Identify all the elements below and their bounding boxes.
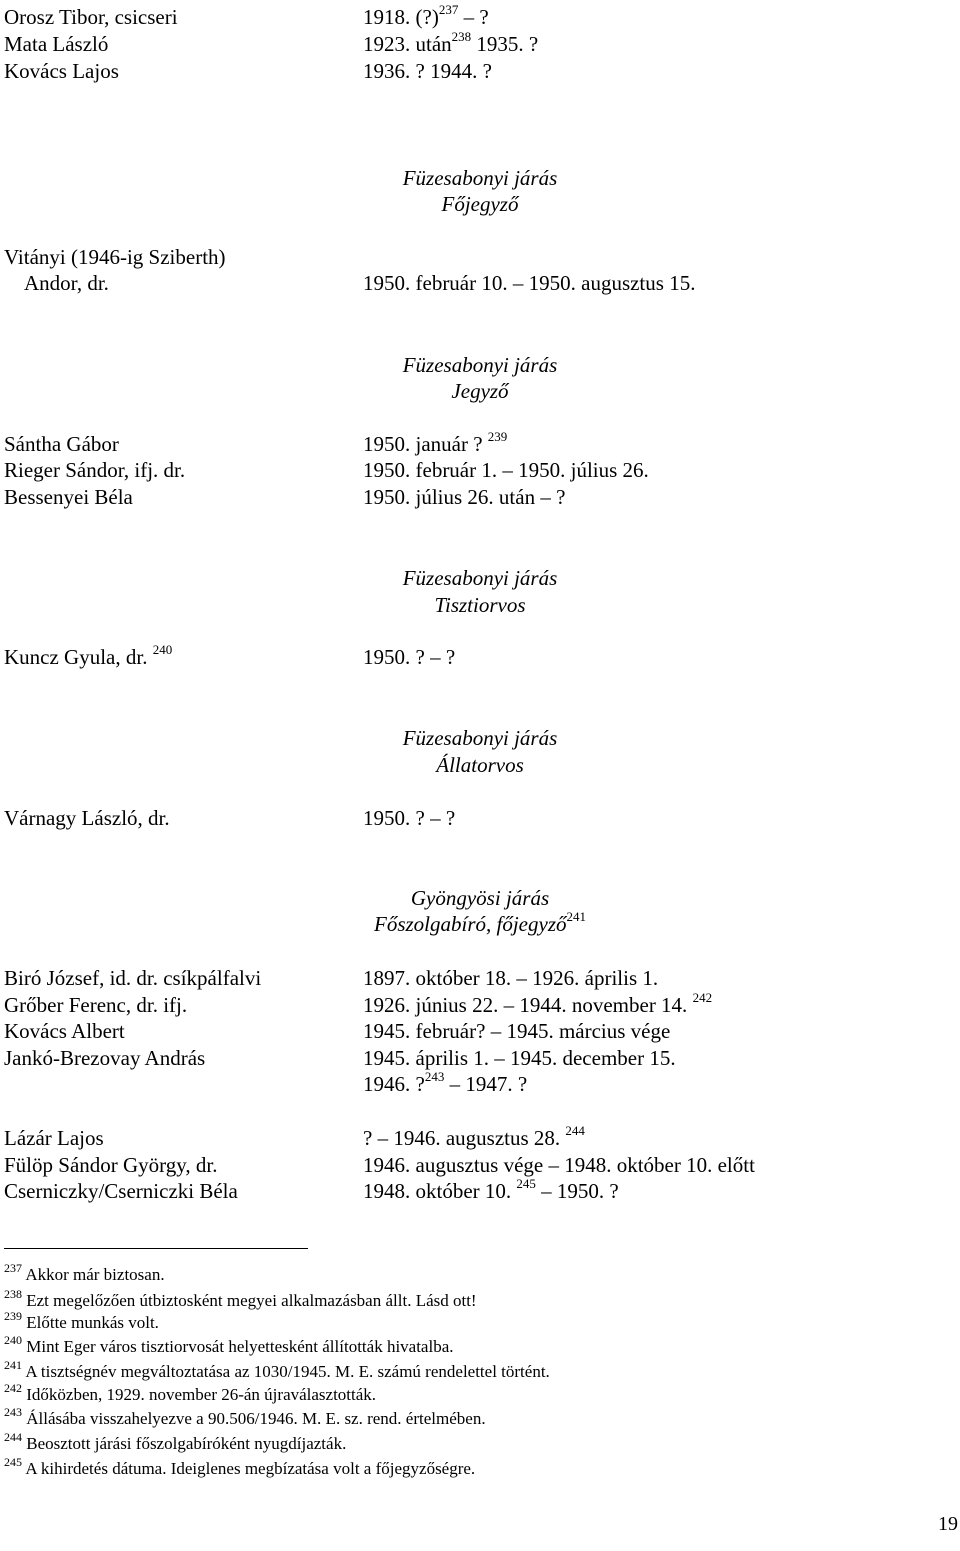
term-dates: 1936. ? 1944. ? [363,59,492,83]
footnote-ref: 241 [566,909,586,924]
footnote: $^{241}$ A tisztségnév megváltoztatása az 1030/1945. M. E. számú rendelettel történt. [4,1358,550,1381]
person-name: Vitányi (1946-ig Sziberth) [4,245,226,269]
person-name: Cserniczky/Cserniczki Béla [4,1179,238,1203]
section-district-heading: Füzesabonyi járás [402,353,558,377]
footnote: $^{239}$ Előtte munkás volt. [4,1309,159,1332]
page-number: 19 [938,1513,958,1535]
person-name: Lázár Lajos [4,1126,104,1150]
person-name: Rieger Sándor, ifj. dr. [4,458,186,482]
footnote-ref: 243 [424,1069,445,1084]
term-dates: 1950. január ? $^{239}$ [363,429,508,456]
term-dates: 1945. február? – 1945. március vége [363,1019,671,1043]
person-name: Jankó-Brezovay András [4,1046,206,1070]
term-dates: 1926. június 22. – 1944. november 14. $^{242}$ [363,990,713,1017]
section-office-heading: Főszolgabíró, főjegyző$^{241}$ [374,909,586,936]
term-dates: 1948. október 10. $^{245}$ – 1950. ? [363,1176,619,1203]
term-dates: 1946. ?$^{243}$ – 1947. ? [363,1069,528,1096]
footnote: $^{245}$ A kihirdetés dátuma. Ideiglenes megbízatása volt a főjegyzőségre. [4,1455,476,1478]
term-dates: 1897. október 18. – 1926. április 1. [363,966,659,990]
footnote-ref: 245 [516,1176,536,1191]
term-dates: 1950. július 26. után – ? [363,485,566,509]
footnote-ref: 237 [438,2,459,17]
section-district-heading: Gyöngyösi járás [410,886,550,910]
footnote-separator [4,1248,308,1249]
person-name: Kovács Lajos [4,59,119,83]
term-dates: 1923. után$^{238}$ 1935. ? [363,29,539,56]
section-district-heading: Füzesabonyi járás [402,566,558,590]
person-name: Várnagy László, dr. [4,806,170,830]
term-dates: 1946. augusztus vége – 1948. október 10. előtt [363,1153,755,1177]
term-dates: 1950. február 1. – 1950. július 26. [363,458,649,482]
person-name: Grőber Ferenc, dr. ifj. [4,993,188,1017]
term-dates: 1950. ? – ? [363,645,456,669]
footnote-ref: 239 [487,429,508,444]
person-name: Kuncz Gyula, dr. $^{240}$ [4,642,173,669]
term-dates: 1950. ? – ? [363,806,456,830]
footnote-ref: 242 [692,990,713,1005]
person-name: Bessenyei Béla [4,485,133,509]
term-dates: 1950. február 10. – 1950. augusztus 15. [363,271,696,295]
footnote: $^{242}$ Időközben, 1929. november 26-án újraválasztották. [4,1381,377,1404]
footnote: $^{244}$ Beosztott járási főszolgabíróként nyugdíjazták. [4,1430,347,1453]
person-name: Kovács Albert [4,1019,125,1043]
person-name: Fülöp Sándor György, dr. [4,1153,218,1177]
section-district-heading: Füzesabonyi járás [402,166,558,190]
person-name: Orosz Tibor, csicseri [4,5,178,29]
footnote-ref: 240 [152,642,173,657]
footnote-ref: 238 [451,29,472,44]
section-office-heading: Főjegyző [441,192,519,216]
term-dates: ? – 1946. augusztus 28. $^{244}$ [363,1123,585,1150]
section-office-heading: Tisztiorvos [434,593,526,617]
term-dates: 1945. április 1. – 1945. december 15. [363,1046,676,1070]
person-name: Mata László [4,32,109,56]
person-name: Sántha Gábor [4,432,119,456]
person-name: Biró József, id. dr. csíkpálfalvi [4,966,262,990]
footnote: $^{240}$ Mint Eger város tisztiorvosát helyettesként állították hivatalba. [4,1333,454,1356]
footnote: $^{243}$ Állásába visszahelyezve a 90.506/1946. M. E. sz. rend. értelmében. [4,1405,486,1428]
section-district-heading: Füzesabonyi járás [402,726,558,750]
footnote: $^{237}$ Akkor már biztosan. [4,1261,165,1284]
footnote: $^{238}$ Ezt megelőzően útbiztosként megyei alkalmazásban állt. Lásd ott! [4,1287,477,1310]
term-dates: 1918. (?)$^{237}$ – ? [363,2,489,29]
section-office-heading: Jegyző [451,379,509,403]
section-office-heading: Állatorvos [436,753,524,777]
person-name-continued: Andor, dr. [24,271,109,295]
footnote-ref: 244 [565,1123,585,1138]
